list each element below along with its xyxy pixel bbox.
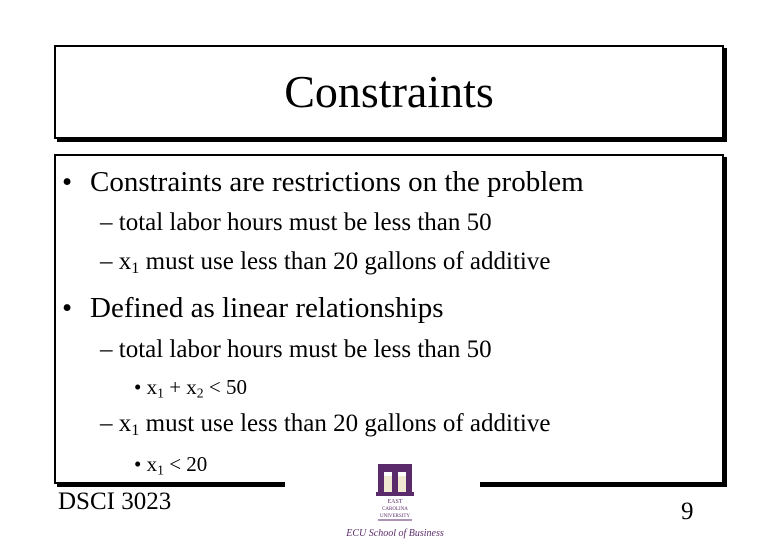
sub-2-1 [100,336,492,364]
formula-2-rest: < 20 [163,452,208,476]
svg-text:UNIVERSITY: UNIVERSITY [380,514,410,519]
ecu-logo [330,462,460,540]
bullet-1-text: Constraints are restrictions on the problem [90,166,584,198]
bullet-dot: • [62,292,73,324]
sub-2-2-text: must use less than 20 gallons of additive [139,410,551,437]
formula-1-sub-b: 2 [196,385,204,401]
title-box [54,45,724,139]
slide-title: Constraints [284,66,494,117]
formula-bullet: • [134,375,147,399]
bullet-dot: • [62,166,73,198]
sub-1-2-var: – x [100,248,132,275]
svg-text:CAROLINA: CAROLINA [382,507,408,512]
sub-2-2-subscript: 1 [131,421,140,440]
formula-2-sub-a: 1 [157,462,164,478]
formula-2-var: x [146,452,158,476]
sub-1-1 [100,209,492,237]
formula-1-var: x [146,375,158,399]
page-number: 9 [681,498,694,525]
formula-1-op: + x [163,375,197,399]
bullet-2-text: Defined as linear relationships [90,292,444,324]
sub-2-2-var: – x [100,410,132,437]
sub-1-1-text: – total labor hours must be less than 50 [100,209,492,236]
formula-2 [134,452,207,477]
svg-text:EAST: EAST [387,499,403,505]
sub-2-1-text: – total labor hours must be less than 50 [100,336,492,363]
content-box [54,154,724,484]
course-label: DSCI 3023 [58,488,172,515]
sub-1-2 [100,248,550,276]
formula-1-rest: < 50 [203,375,247,399]
bullet-1 [62,166,584,199]
svg-text:ECU School of Business: ECU School of Business [346,528,444,539]
formula-bullet: • [134,452,147,476]
formula-1 [134,375,247,400]
sub-1-2-subscript: 1 [131,259,140,278]
bullet-2 [62,292,444,325]
formula-1-sub-a: 1 [157,385,164,401]
sub-1-2-text: must use less than 20 gallons of additive [139,248,551,275]
sub-2-2 [100,410,550,438]
